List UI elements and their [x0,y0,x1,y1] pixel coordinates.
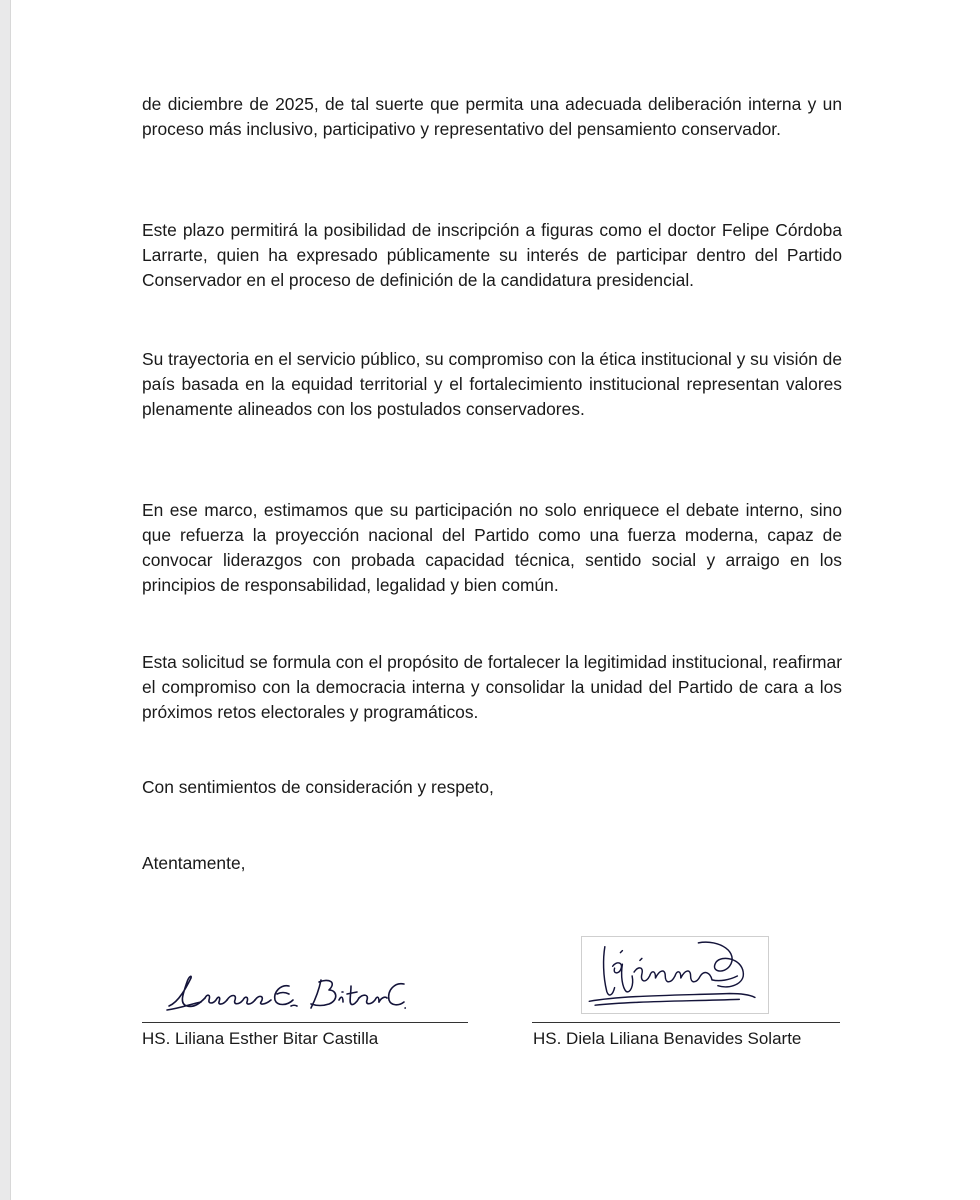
signature-line-left [142,1022,468,1023]
signatory-name-right: HS. Diela Liliana Benavides Solarte [533,1029,802,1048]
paragraph-trajectory: Su trayectoria en el servicio público, su compromiso con la ética institucional y su visión de país basada en la equidad territorial y el fortalecimiento institucional representan valores plenamente alineados con los postulados conservadores. [142,349,842,419]
paragraph-registration: Este plazo permitirá la posibilidad de inscripción a figuras como el doctor Felipe Córdoba Larrarte, quien ha expresado públicamente su interés de participar dentro del Partido Conservador en el proceso de definición de la candidatura presidencial. [142,220,842,290]
sign-off: Atentamente, [142,853,246,873]
signature-line-right [532,1022,840,1023]
paragraph-participation: En ese marco, estimamos que su participación no solo enriquece el debate interno, sino que refuerza la proyección nacional del Partido como una fuerza moderna, capaz de convocar liderazgos con probada capacidad técnica, sentido social y arraigo en los principios de responsabilidad, legalidad y bien común. [142,500,842,595]
paragraph-purpose: Esta solicitud se formula con el propósito de fortalecer la legitimidad institucional, reafirmar el compromiso con la democracia interna y consolidar la unidad del Partido de cara a los próximos retos electorales y programáticos. [142,652,842,722]
closing-line: Con sentimientos de consideración y respeto, [142,777,494,797]
paragraph-deadline: de diciembre de 2025, de tal suerte que permita una adecuada deliberación interna y un proceso más inclusivo, participativo y representativo del pensamiento conservador. [142,94,842,139]
signature-left-image [161,972,406,1014]
signature-right-image [581,936,769,1014]
signatory-name-left: HS. Liliana Esther Bitar Castilla [142,1029,379,1048]
letter-page [10,0,980,1200]
